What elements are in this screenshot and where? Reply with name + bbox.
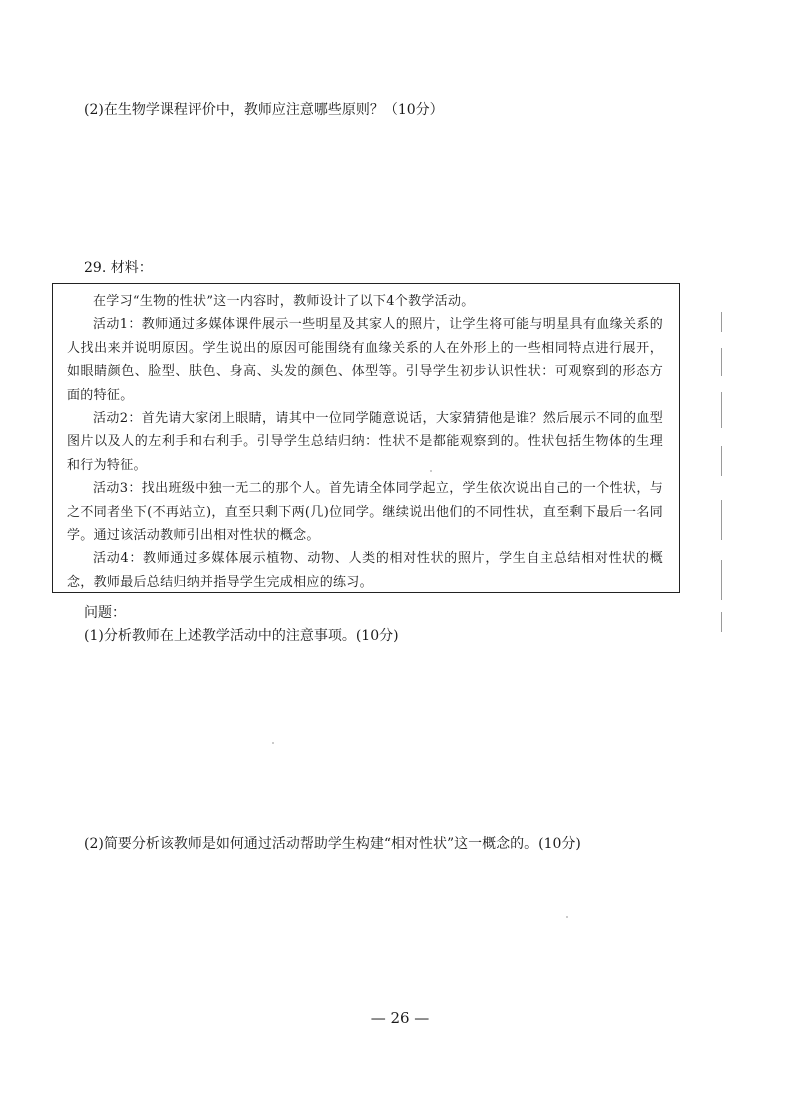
material-activity-3: 活动3：找出班级中独一无二的那个人。首先请全体同学起立，学生依次说出自己的一个性状，与之不同者坐下(不再站立)，直至只剩下两(几)位同学。继续说出他们的不同性状，直至剩下最后一名同学。通过该活动教师引出相对性状的概念。 <box>67 481 663 544</box>
scan-margin-line <box>721 446 722 476</box>
material-intro: 在学习“生物的性状”这一内容时，教师设计了以下4个教学活动。 <box>93 294 475 309</box>
question-28-part-2: (2)在生物学课程评价中，教师应注意哪些原则？（10分） <box>84 102 444 118</box>
scan-dust <box>566 916 568 918</box>
question-29-heading: 29. 材料： <box>84 260 153 276</box>
scan-margin-line <box>721 612 722 632</box>
scan-dust <box>272 742 274 744</box>
question-29-part-2: (2)简要分析该教师是如何通过活动帮助学生构建“相对性状”这一概念的。(10分) <box>84 836 581 852</box>
scan-margin-line <box>721 312 722 332</box>
question-29-part-1: (1)分析教师在上述教学活动中的注意事项。(10分) <box>84 628 399 644</box>
material-activity-4: 活动4：教师通过多媒体展示植物、动物、人类的相对性状的照片，学生自主总结相对性状的概念，教师最后总结归纳并指导学生完成相应的练习。 <box>67 551 663 590</box>
scan-margin-line <box>721 392 722 428</box>
material-activity-2: 活动2：首先请大家闭上眼睛，请其中一位同学随意说话，大家猜猜他是谁？然后展示不同的血型图片以及人的左利手和右利手。引导学生总结归纳：性状不是都能观察到的。性状包括生物体的生理和行为特征。 <box>67 411 663 473</box>
scan-dust <box>430 470 432 472</box>
material-activity-1: 活动1：教师通过多媒体课件展示一些明星及其家人的照片，让学生将可能与明星具有血缘关系的人找出来并说明原因。学生说出的原因可能围绕有血缘关系的人在外形上的一些相同特点进行展开，如眼睛颜色、脸型、肤色、身高、头发的颜色、体型等。引导学生初步认识性状：可观察到的形态方面的特征。 <box>67 317 663 403</box>
scan-margin-line <box>721 500 722 540</box>
material-box <box>52 283 680 593</box>
questions-label: 问题： <box>84 605 126 621</box>
scan-margin-line <box>721 348 722 376</box>
page-number: — 26 — <box>370 1009 430 1027</box>
scan-margin-line <box>721 560 722 600</box>
